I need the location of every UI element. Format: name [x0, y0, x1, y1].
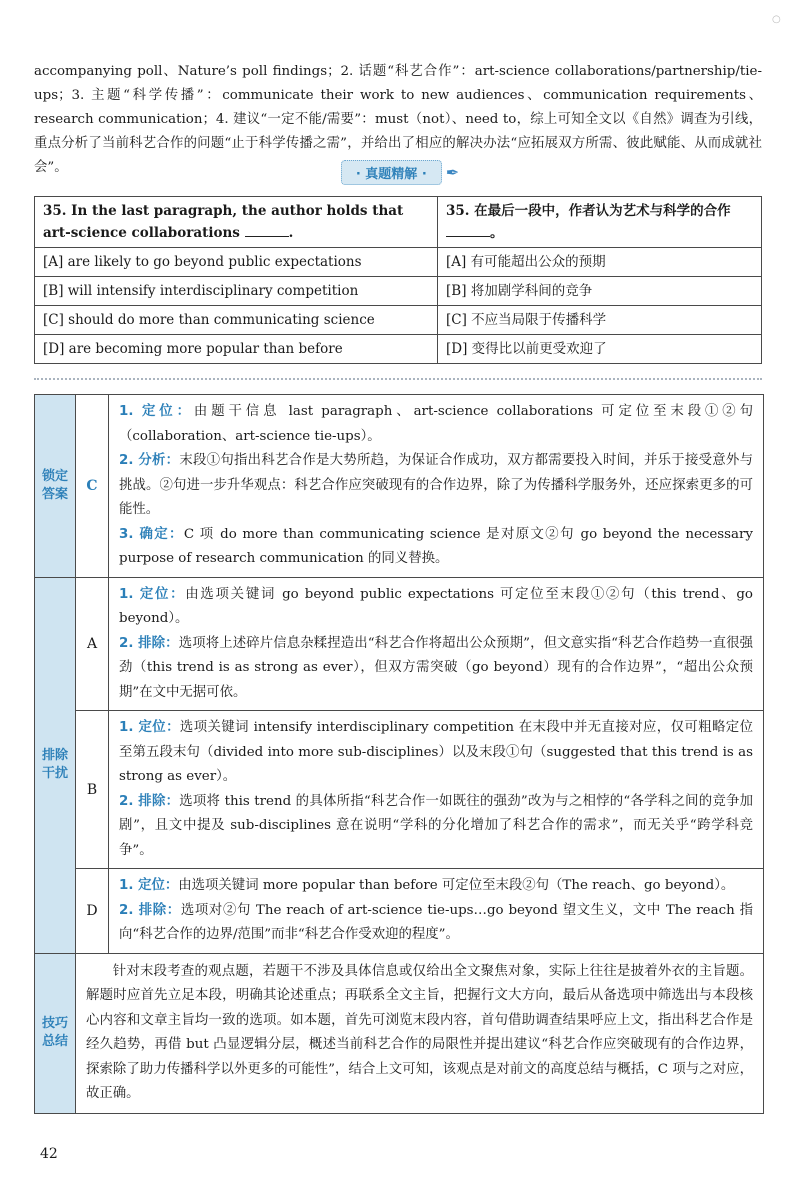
pen-icon: ✒	[445, 163, 460, 182]
tips-text: 针对末段考查的观点题，若题干不涉及具体信息或仅给出全文聚焦对象，实际上往往是披着外衣的主旨题。解题时应首先立足本段，明确其论述重点；再联系全文主旨，把握行文大方向，最后从备选项中筛选出与本段核心内容和文章主旨均一致的选项。如本题，首先可浏览末段内容，首句借助调查结果呼应上文，指出科艺合作是经久趋势，再借 but 凸显逻辑分层，概述当前科艺合作的局限性并提出建议“科艺合作应突破现有的合作边界，探索除了助力传播科学以外更多的可能性”，结合上文可知，该观点是对前文的高度总结与概括，C 项与之对应，故正确。	[86, 963, 753, 1101]
option-row	[35, 248, 762, 277]
exclude-option: D	[76, 869, 109, 953]
tips-section	[35, 954, 763, 1113]
option-row	[35, 277, 762, 306]
option-en: [C] should do more than communicating science	[35, 306, 438, 335]
answer-label: 锁定答案	[35, 395, 76, 577]
option-en: [D] are becoming more popular than before	[35, 335, 438, 364]
question-table	[34, 196, 762, 364]
answer-section	[35, 395, 763, 578]
question-stem-row	[35, 197, 762, 248]
exclude-text: 1. 定位：选项关键词 intensify interdisciplinary competition 在末段中并无直接对应，仅可粗略定位至第五段末句（divided into more sub-disciplines）以及末段①句（suggested that this trend is as strong as ever）。 2. 排除：选项将 this trend 的具体所指“科艺合作一如既往的强劲”改为与之相悖的“各学科之间的竞争加剧”，且文中提及 sub-disciplines 意在说明“学科的分化增加了科艺合作的需求”，而无关乎“跨学科竞争”。	[119, 720, 753, 858]
exclude-label: 排除干扰	[35, 578, 76, 953]
answer-option: C	[76, 395, 109, 577]
exclude-row-b	[76, 711, 763, 869]
option-en: [A] are likely to go beyond public expectations	[35, 248, 438, 277]
analysis-table	[34, 394, 764, 1114]
question-stem-cn: 35. 在最后一段中，作者认为艺术与科学的合作。	[438, 197, 762, 248]
intro-paragraph: accompanying poll、Nature’s poll findings；2. 话题“科艺合作”：art-science collaborations/partnership/tie-ups；3. 主题“科学传播”：communicate their work to new audiences、communication requirements、research communication；4. 建议“一定不能/需要”：must（not）、need to，综上可知全文以《自然》调查为引线，重点分析了当前科艺合作的问题“止于科学传播之需”，并给出了相应的解决办法“应拓展双方所需、彼此赋能、从而成就社会”。	[34, 64, 762, 175]
exclude-row-a	[76, 578, 763, 712]
option-cn: [C] 不应当局限于传播科学	[438, 306, 762, 335]
option-cn: [A] 有可能超出公众的预期	[438, 248, 762, 277]
exclude-section	[35, 578, 763, 954]
section-banner	[0, 160, 800, 185]
answer-row	[76, 395, 763, 577]
answer-blank	[446, 236, 490, 237]
option-row	[35, 335, 762, 364]
tips-label: 技巧总结	[35, 954, 76, 1113]
dotted-divider	[34, 378, 762, 380]
option-row	[35, 306, 762, 335]
exclude-text: 1. 定位：由选项关键词 more popular than before 可定位至末段②句（The reach、go beyond）。 2. 排除：选项对②句 The reach of art-science tie-ups…go beyond 望文生义，文中 The reach 指向“科艺合作的边界/范围”而非“科艺合作受欢迎的程度”。	[119, 878, 753, 942]
exclude-row-d	[76, 869, 763, 953]
page-number: 42	[40, 1146, 58, 1162]
corner-mark: ○	[772, 14, 781, 25]
option-en: [B] will intensify interdisciplinary competition	[35, 277, 438, 306]
answer-text: 1. 定位：由题干信息 last paragraph、art-science collaborations 可定位至末段①②句（collaboration、art-science tie-ups）。 2. 分析：末段①句指出科艺合作是大势所趋，为保证合作成功，双方都需要投入时间，并乐于接受意外与挑战。②句进一步升华观点：科艺合作应突破现有的合作边界，除了为传播科学服务外，还应探索更多的可能性。 3. 确定：C 项 do more than communicating science 是对原文②句 go beyond the necessary purpose of research communication 的同义替换。	[119, 404, 753, 566]
banner-title: · 真题精解 ·	[341, 160, 442, 185]
exclude-option: A	[76, 578, 109, 711]
answer-blank	[245, 236, 289, 237]
exclude-option: B	[76, 711, 109, 868]
question-stem-en: 35. In the last paragraph, the author holds that art-science collaborations .	[35, 197, 438, 248]
option-cn: [D] 变得比以前更受欢迎了	[438, 335, 762, 364]
exclude-text: 1. 定位：由选项关键词 go beyond public expectations 可定位至末段①②句（this trend、go beyond）。 2. 排除：选项将上述碎片信息杂糅捏造出“科艺合作将超出公众预期”，但文意实指“科艺合作趋势一直很强劲（this trend is as strong as ever），但双方需突破（go beyond）现有的合作边界”，“超出公众预期”在文中无据可依。	[119, 586, 753, 700]
option-cn: [B] 将加剧学科间的竞争	[438, 277, 762, 306]
